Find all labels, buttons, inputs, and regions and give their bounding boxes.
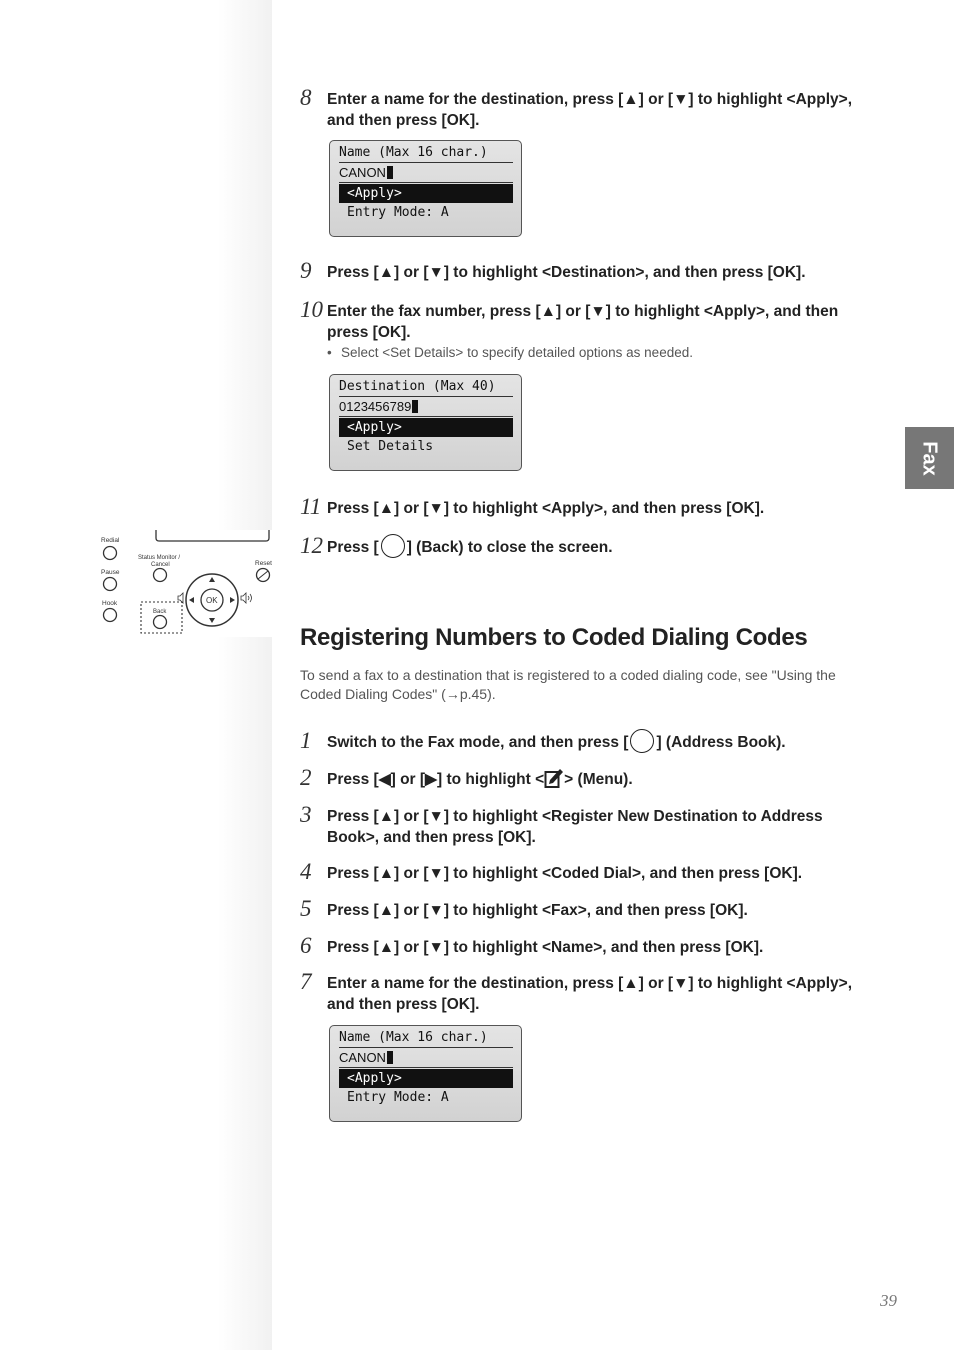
redial-label: Redial	[101, 537, 120, 544]
left-gutter	[0, 0, 272, 1350]
lcd-highlight: <Apply>	[339, 1069, 513, 1088]
ok-label: OK	[206, 596, 218, 605]
step-text: Press [▲] or [▼] to highlight <Fax>, and then press [OK].	[327, 902, 748, 919]
lcd-value: CANON	[339, 1050, 386, 1065]
step-text: Press [▲] or [▼] to highlight <Register New Destination to Address Book>, and then press [OK].	[327, 808, 823, 846]
step-12	[300, 533, 865, 558]
redial-button[interactable]	[104, 547, 117, 560]
step-2	[300, 765, 865, 790]
step-number: 3	[300, 802, 312, 827]
step-text: Press [▲] or [▼] to highlight <Destination>, and then press [OK].	[327, 264, 806, 281]
status-monitor-label: Status Monitor /	[138, 555, 181, 561]
step-number: 7	[300, 969, 312, 994]
step-4	[300, 859, 865, 884]
pause-label: Pause	[101, 569, 120, 576]
step-text-start: Press [◀] or [▶] to highlight <	[327, 771, 545, 788]
back-label: Back	[153, 609, 167, 615]
lcd-highlight: <Apply>	[339, 418, 513, 437]
step-text: Enter a name for the destination, press [▲] or [▼] to highlight <Apply>, and then press [OK].	[327, 91, 853, 129]
step-number: 12	[300, 533, 323, 558]
lcd-header: Destination (Max 40)	[339, 377, 513, 397]
section-intro: To send a fax to a destination that is registered to a coded dialing code, see "Using the Coded Dialing Codes" (→p.45).	[300, 667, 836, 702]
step-6	[300, 933, 865, 958]
step-number: 6	[300, 933, 312, 958]
step-number: 5	[300, 896, 312, 921]
step-note-text: Select <Set Details> to specify detailed options as needed.	[341, 345, 693, 360]
back-button[interactable]	[154, 616, 167, 629]
lcd-header: Name (Max 16 char.)	[339, 1028, 513, 1048]
step-5	[300, 896, 865, 921]
step-text: Press [▲] or [▼] to highlight <Apply>, and then press [OK].	[327, 500, 765, 517]
step-10	[300, 297, 865, 360]
section-side-tab	[905, 427, 954, 489]
hook-label: Hook	[102, 600, 118, 607]
step-1	[300, 728, 865, 753]
step-number: 4	[300, 859, 312, 884]
step-9	[300, 258, 865, 283]
page-number: 39	[880, 1291, 897, 1310]
step-7	[300, 969, 865, 1015]
step-text-end: ] (Address Book).	[656, 734, 786, 751]
step-text: Press [▲] or [▼] to highlight <Name>, and then press [OK].	[327, 939, 764, 956]
status-monitor-cancel-button[interactable]	[154, 569, 167, 582]
menu-edit-icon	[544, 767, 564, 789]
step-number: 11	[300, 494, 322, 519]
lcd-screen-destination	[329, 374, 522, 471]
step-text-start: Press [	[327, 539, 379, 556]
step-text: Enter a name for the destination, press [▲] or [▼] to highlight <Apply>, and then press [OK].	[327, 975, 853, 1013]
lcd-highlight: <Apply>	[339, 184, 513, 203]
step-8	[300, 85, 865, 131]
step-text-end: ] (Back) to close the screen.	[406, 539, 613, 556]
lcd-screen-name-coded	[329, 1025, 522, 1122]
pause-button[interactable]	[104, 578, 117, 591]
step-number: 8	[300, 85, 312, 110]
cancel-label: Cancel	[151, 562, 170, 568]
hook-button[interactable]	[104, 609, 117, 622]
step-text: Enter the fax number, press [▲] or [▼] to highlight <Apply>, and then press [OK].	[327, 303, 839, 341]
text-cursor	[387, 166, 393, 179]
step-text-end: > (Menu).	[564, 771, 633, 788]
step-3	[300, 802, 865, 848]
address-book-button-icon	[630, 729, 654, 753]
step-number: 10	[300, 297, 323, 322]
lcd-option: Entry Mode: A	[347, 205, 449, 220]
reset-label: Reset	[255, 560, 272, 567]
lcd-screen-name	[329, 140, 522, 237]
lcd-value: CANON	[339, 165, 386, 180]
step-note: • Select <Set Details> to specify detailed options as needed.	[327, 345, 693, 360]
step-11	[300, 494, 865, 519]
back-button-icon	[381, 534, 405, 558]
step-number: 9	[300, 258, 312, 283]
step-number: 2	[300, 765, 312, 790]
text-cursor	[412, 400, 418, 413]
volume-up-icon	[241, 593, 252, 603]
lcd-option: Entry Mode: A	[347, 1090, 449, 1105]
lcd-option: Set Details	[347, 439, 434, 454]
step-text: Press [▲] or [▼] to highlight <Coded Dial>, and then press [OK].	[327, 865, 803, 882]
control-panel-illustration	[92, 530, 272, 637]
step-number: 1	[300, 728, 312, 753]
lcd-header: Name (Max 16 char.)	[339, 143, 513, 163]
lcd-value: 0123456789	[339, 399, 412, 414]
section-title: Registering Numbers to Coded Dialing Codes	[300, 624, 808, 651]
text-cursor	[387, 1051, 393, 1064]
step-text-start: Switch to the Fax mode, and then press [	[327, 734, 629, 751]
side-tab-label: Fax	[919, 440, 941, 476]
